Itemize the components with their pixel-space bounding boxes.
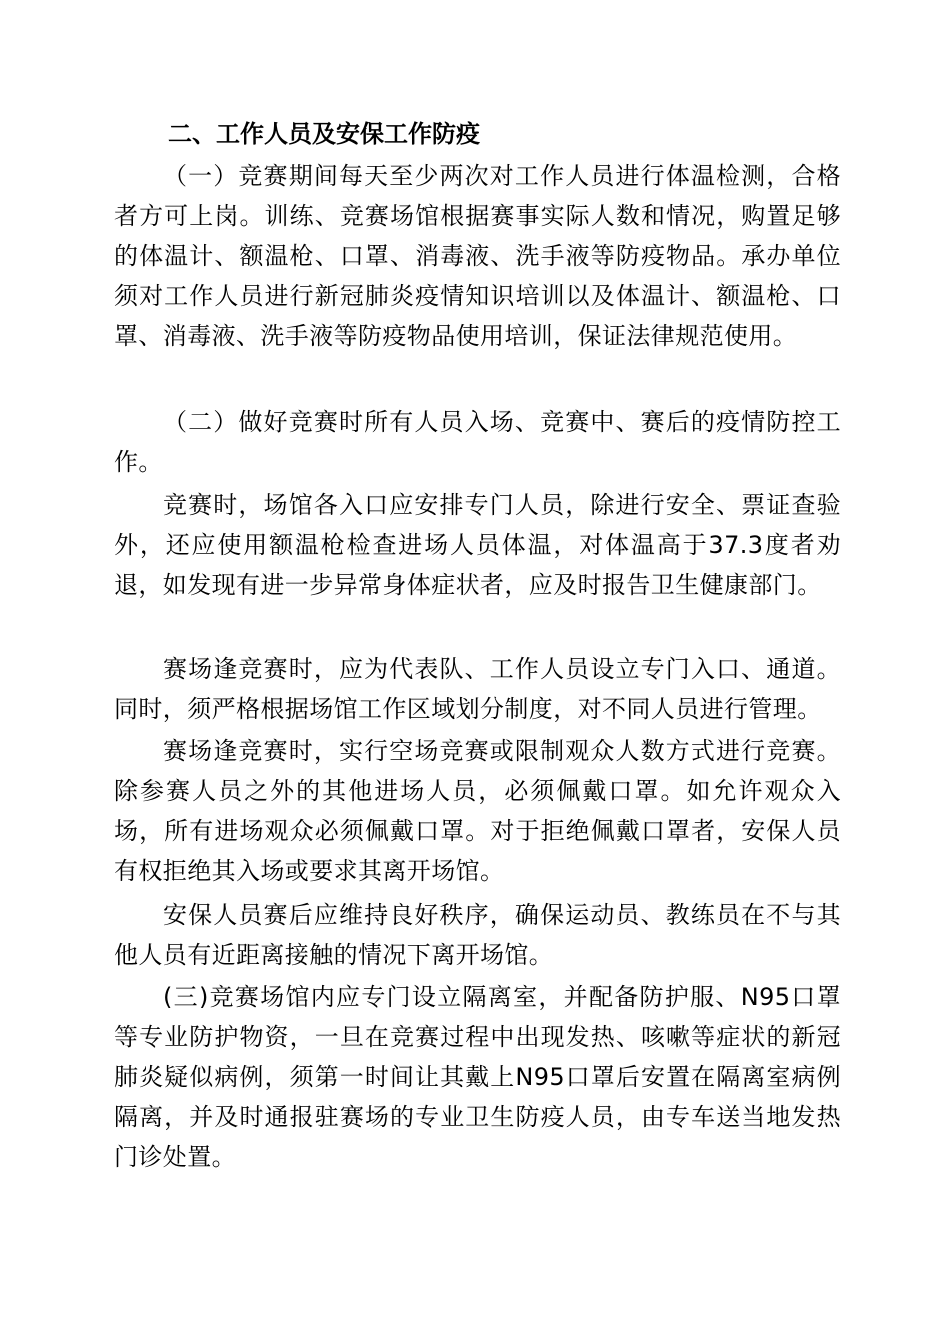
- paragraph-entrance-staff: 竞赛时，场馆各入口应安排专门人员，除进行安全、票证查验外，还应使用额温枪检查进场人员体温，对体温高于37.3度者劝退，如发现有进一步异常身体症状者，应及时报告卫生健康部门。: [114, 491, 841, 599]
- paragraph-spectator-limits: 赛场逢竞赛时，实行空场竞赛或限制观众人数方式进行竞赛。除参赛人员之外的其他进场人员，必须佩戴口罩。如允许观众入场，所有进场观众必须佩戴口罩。对于拒绝佩戴口罩者，安保人员有权拒绝其入场或要求其离开场馆。: [114, 737, 841, 885]
- section-heading: 二、工作人员及安保工作防疫: [168, 120, 480, 148]
- paragraph-entry-control: （二）做好竞赛时所有人员入场、竞赛中、赛后的疫情防控工作。: [114, 408, 841, 476]
- paragraph-post-match-order: 安保人员赛后应维持良好秩序，确保运动员、教练员在不与其他人员有近距离接触的情况下离开场馆。: [114, 901, 841, 969]
- paragraph-isolation-room: (三)竞赛场馆内应专门设立隔离室，并配备防护服、N95口罩等专业防护物资，一旦在竞赛过程中出现发热、咳嗽等症状的新冠肺炎疑似病例，须第一时间让其戴上N95口罩后安置在隔离室病例隔离，并及时通报驻赛场的专业卫生防疫人员，由专车送当地发热门诊处置。: [114, 983, 841, 1171]
- paragraph-temperature-check: （一）竞赛期间每天至少两次对工作人员进行体温检测，合格者方可上岗。训练、竞赛场馆根据赛事实际人数和情况，购置足够的体温计、额温枪、口罩、消毒液、洗手液等防疫物品。承办单位须对工作人员进行新冠肺炎疫情知识培训以及体温计、额温枪、口罩、消毒液、洗手液等防疫物品使用培训，保证法律规范使用。: [114, 162, 841, 350]
- paragraph-dedicated-entrance: 赛场逢竞赛时，应为代表队、工作人员设立专门入口、通道。同时，须严格根据场馆工作区域划分制度，对不同人员进行管理。: [114, 655, 841, 723]
